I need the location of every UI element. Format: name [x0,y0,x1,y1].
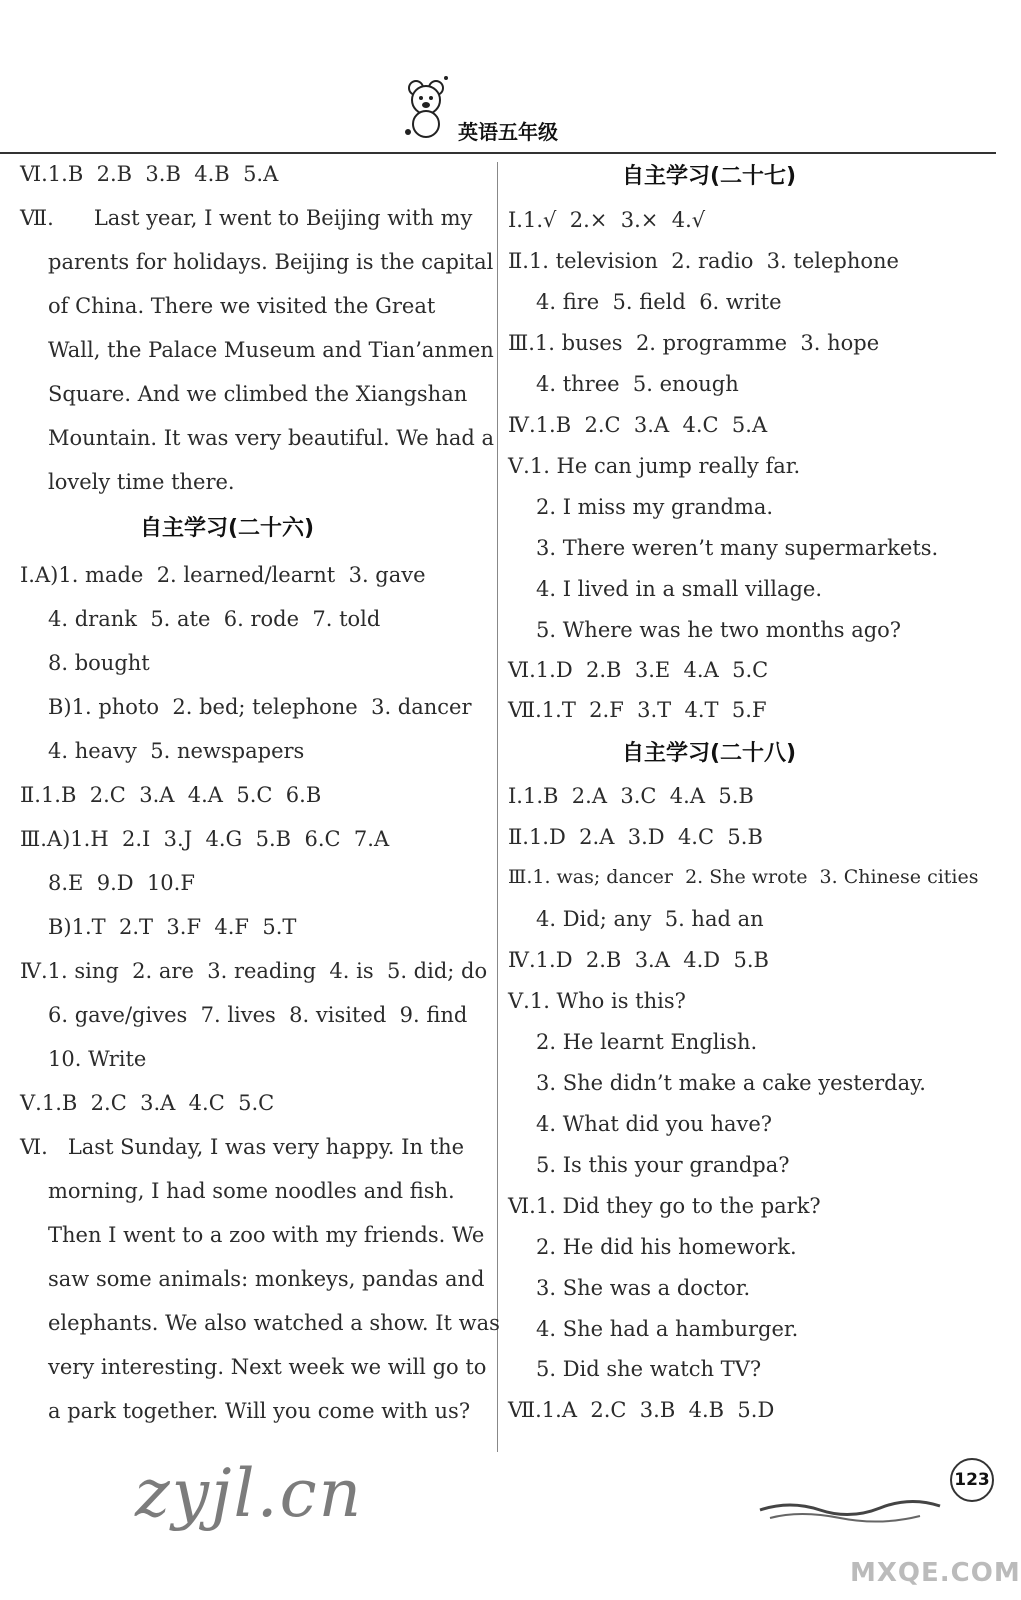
answer-line: Mountain. It was very beautiful. We had a [48,426,495,450]
answer-line: 4. Did; any 5. had an [536,907,764,931]
answer-line: 4. heavy 5. newspapers [48,739,305,763]
answer-line: Square. And we climbed the Xiangshan [48,382,468,406]
answer-line: Ⅵ.1. Did they go to the park? [508,1194,821,1218]
answer-line: Ⅲ.1. was; dancer 2. She wrote 3. Chinese cities [508,866,979,888]
header-title: 英语五年级 [458,120,558,144]
answer-line: Ⅶ.1.A 2.C 3.B 4.B 5.D [508,1398,775,1422]
answer-line: Ⅴ.1. Who is this? [508,989,686,1013]
answer-line: Ⅶ. Last year, I went to Beijing with my [20,206,473,230]
answer-line: Ⅱ.1.D 2.A 3.D 4.C 5.B [508,825,763,849]
answer-line: morning, I had some noodles and fish. [48,1179,455,1203]
answer-line: 4. I lived in a small village. [536,577,823,601]
answer-line: Wall, the Palace Museum and Tian’anmen [48,338,494,362]
page-number-badge: 123 [950,1458,994,1502]
answer-line: Ⅵ.1.D 2.B 3.E 4.A 5.C [508,658,769,682]
answer-line: very interesting. Next week we will go to [48,1355,487,1379]
answer-line: saw some animals: monkeys, pandas and [48,1267,485,1291]
answer-line: Ⅵ.1.B 2.B 3.B 4.B 5.A [20,162,279,186]
answer-line: 3. She was a doctor. [536,1276,751,1300]
answer-line: Ⅰ.A)1. made 2. learned/learnt 3. gave [20,563,426,587]
column-divider [497,162,498,1452]
answer-line: 2. He learnt English. [536,1030,758,1054]
answer-line: 5. Where was he two months ago? [536,618,902,642]
section-title: 自主学习(二十六) [140,516,315,541]
answer-line: Ⅱ.1. television 2. radio 3. telephone [508,249,899,273]
answer-line: 3. She didn’t make a cake yesterday. [536,1071,926,1095]
answer-line: 3. There weren’t many supermarkets. [536,536,939,560]
page-header [0,60,996,160]
answer-line: parents for holidays. Beijing is the capital [48,250,494,274]
answer-line: 4. three 5. enough [536,372,739,396]
answer-line: Ⅵ. Last Sunday, I was very happy. In the [20,1135,465,1159]
answer-line: Ⅳ.1. sing 2. are 3. reading 4. is 5. did; do [20,959,488,983]
answer-line: 5. Did she watch TV? [536,1357,762,1381]
answer-line: Then I went to a zoo with my friends. We [48,1223,485,1247]
answer-line: 4. What did you have? [536,1112,773,1136]
answer-line: Ⅲ.A)1.H 2.I 3.J 4.G 5.B 6.C 7.A [20,827,390,851]
answer-line: 8. bought [48,651,150,675]
answer-line: 4. fire 5. field 6. write [536,290,782,314]
answer-line: 4. She had a hamburger. [536,1317,799,1341]
answer-line: Ⅴ.1. He can jump really far. [508,454,801,478]
answer-line: 8.E 9.D 10.F [48,871,195,895]
answer-line: Ⅰ.1.√ 2.× 3.× 4.√ [508,208,706,232]
answer-line: Ⅴ.1.B 2.C 3.A 4.C 5.C [20,1091,275,1115]
watermark-logo: zyjl.cn [135,1455,364,1532]
answer-line: Ⅱ.1.B 2.C 3.A 4.A 5.C 6.B [20,783,322,807]
header-divider [0,152,996,154]
answer-line: 6. gave/gives 7. lives 8. visited 9. find [48,1003,468,1027]
answer-line: B)1. photo 2. bed; telephone 3. dancer [48,695,472,719]
answer-line: 5. Is this your grandpa? [536,1153,790,1177]
answer-line: Ⅰ.1.B 2.A 3.C 4.A 5.B [508,784,754,808]
wave-decoration-icon [760,1470,950,1530]
answer-line: 4. drank 5. ate 6. rode 7. told [48,607,381,631]
section-title: 自主学习(二十七) [622,164,797,189]
section-title: 自主学习(二十八) [622,741,797,766]
answer-line: elephants. We also watched a show. It was [48,1311,500,1335]
answer-line: 10. Write [48,1047,147,1071]
answer-line: Ⅶ.1.T 2.F 3.T 4.T 5.F [508,698,767,722]
answer-line: 2. I miss my grandma. [536,495,774,519]
answer-line: Ⅳ.1.B 2.C 3.A 4.C 5.A [508,413,768,437]
answer-line: 2. He did his homework. [536,1235,797,1259]
answer-line: a park together. Will you come with us? [48,1399,471,1423]
answer-line: Ⅲ.1. buses 2. programme 3. hope [508,331,880,355]
answer-line: lovely time there. [48,470,235,494]
answer-line: of China. There we visited the Great [48,294,436,318]
bear-mascot-icon [396,74,452,140]
answer-line: Ⅳ.1.D 2.B 3.A 4.D 5.B [508,948,769,972]
site-watermark: MXQE.COM [850,1558,1021,1588]
answer-line: B)1.T 2.T 3.F 4.F 5.T [48,915,297,939]
